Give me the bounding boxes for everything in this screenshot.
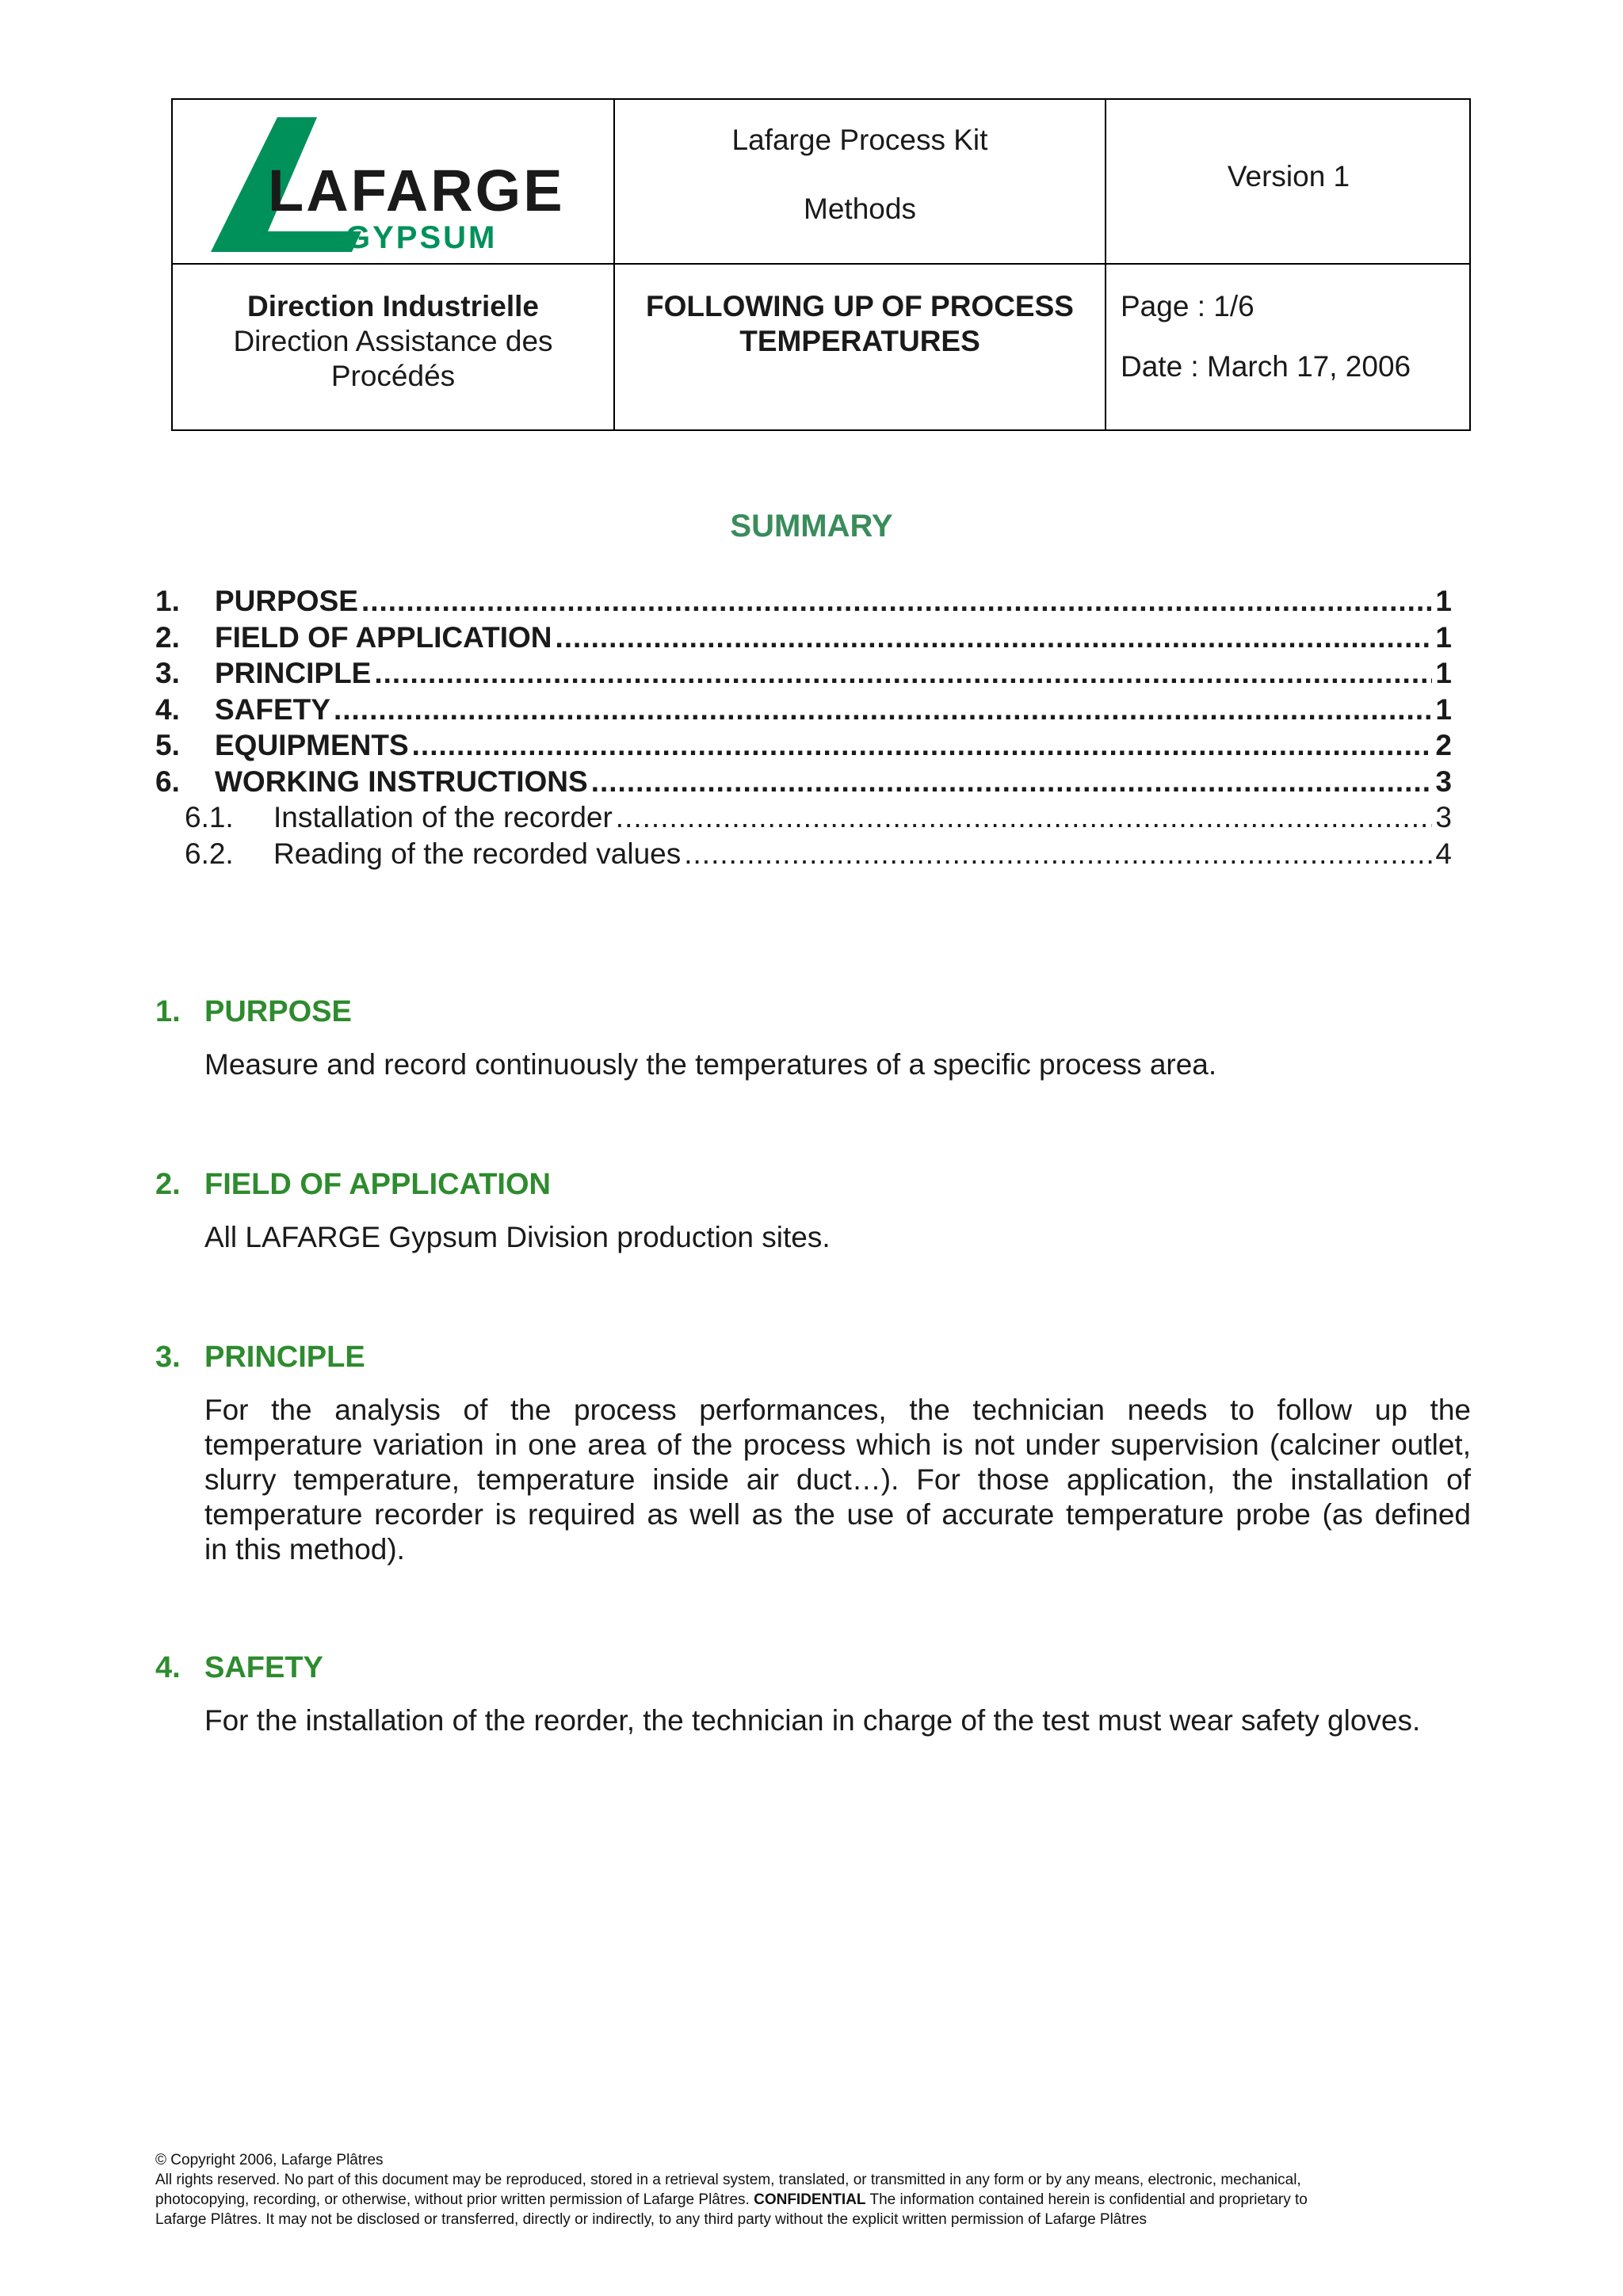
- toc-number: 2.: [155, 620, 180, 654]
- toc-page: 3: [1435, 801, 1452, 833]
- toc-title: FIELD OF APPLICATION: [215, 620, 552, 654]
- footer-copyright: © Copyright 2006, Lafarge Plâtres: [155, 2152, 384, 2168]
- toc-number: 3.: [155, 657, 180, 689]
- toc-leader: [374, 657, 1432, 690]
- section-title: SAFETY: [204, 1651, 323, 1684]
- footer-line: Lafarge Plâtres. It may not be disclosed or transferred, directly or indirectly, to any third party without the explicit written permission of Lafarge Plâtres: [155, 2211, 1148, 2228]
- section-heading-purpose: [155, 995, 352, 1029]
- section-title: PRINCIPLE: [204, 1341, 365, 1374]
- footer-line: [155, 2190, 1471, 2210]
- toc-number: 6.2.: [185, 837, 234, 870]
- section-text-purpose: Measure and record continuously the temperatures of a specific process area.: [204, 1048, 1217, 1081]
- toc-entry[interactable]: [155, 621, 1452, 658]
- svg-text:GYPSUM: GYPSUM: [346, 220, 498, 252]
- toc-page: 1: [1435, 585, 1452, 617]
- section-heading-field-of-application: [155, 1168, 551, 1202]
- toc-entry[interactable]: [155, 657, 1452, 693]
- toc-number: 6.1.: [185, 801, 234, 833]
- toc-leader: [412, 729, 1433, 762]
- paragraph-line: slurry temperature, temperature inside air duct…). For those application, the installation of: [204, 1463, 1471, 1496]
- toc-entry[interactable]: [155, 729, 1452, 765]
- toc-leader: [555, 621, 1432, 654]
- section-text-safety: For the installation of the reorder, the technician in charge of the test must wear safety gloves.: [204, 1704, 1421, 1737]
- paragraph-line: in this method).: [204, 1533, 405, 1566]
- toc-entry[interactable]: [155, 765, 1452, 802]
- department-line: Direction Assistance des: [233, 325, 553, 357]
- document-title: TEMPERATURES: [739, 325, 980, 357]
- section-text-principle: [204, 1393, 1471, 1567]
- toc-title: Installation of the recorder: [273, 801, 613, 833]
- paragraph-line: temperature recorder is required as well as the use of accurate temperature probe (as defined: [204, 1498, 1471, 1531]
- toc-number: 6.: [155, 765, 180, 798]
- toc-title: SAFETY: [215, 692, 330, 726]
- toc-leader: [361, 585, 1432, 618]
- confidential-label: CONFIDENTIAL: [754, 2191, 866, 2208]
- toc-title: WORKING INSTRUCTIONS: [215, 765, 588, 798]
- svg-text:LAFARGE: LAFARGE: [268, 158, 565, 223]
- header-divider: [1105, 100, 1106, 429]
- toc-leader: [616, 801, 1433, 834]
- paragraph-line: For the analysis of the process performances, the technician needs to follow up the: [204, 1394, 1471, 1426]
- toc-title: PRINCIPLE: [215, 657, 372, 689]
- toc-page: 1: [1435, 692, 1452, 726]
- toc-leader: [591, 765, 1433, 799]
- toc-number: 5.: [155, 729, 180, 761]
- section-heading-principle: [155, 1341, 365, 1375]
- footer-text: The information contained herein is confidential and proprietary to: [869, 2191, 1308, 2208]
- section-text-field-of-application: All LAFARGE Gypsum Division production sites.: [204, 1221, 831, 1253]
- toc-page: 3: [1435, 765, 1452, 798]
- toc-page: 1: [1435, 620, 1452, 654]
- summary-title: SUMMARY: [730, 509, 893, 543]
- toc-number: 1.: [155, 585, 180, 617]
- table-of-contents: [155, 585, 1452, 873]
- toc-page: 4: [1435, 837, 1452, 870]
- document-date: Date : March 17, 2006: [1121, 350, 1411, 383]
- footer-legal: [155, 2150, 1471, 2229]
- footer-text: photocopying, recording, or otherwise, without prior written permission of Lafarge Plâtres.: [155, 2191, 750, 2208]
- toc-title: PURPOSE: [215, 585, 358, 617]
- section-number: 3.: [155, 1341, 181, 1374]
- lafarge-gypsum-logo: [195, 113, 607, 252]
- document-title: FOLLOWING UP OF PROCESS: [646, 290, 1074, 322]
- toc-leader: [684, 837, 1432, 871]
- footer-line: All rights reserved. No part of this document may be reproduced, stored in a retrieval system, translated, or transmitted in any form or by any means, electronic, mechanical,: [155, 2172, 1301, 2188]
- version-label: Version 1: [1227, 160, 1350, 193]
- toc-subentry[interactable]: [155, 801, 1452, 837]
- toc-subentry[interactable]: [155, 837, 1452, 874]
- toc-page: 2: [1435, 729, 1452, 761]
- kit-subtitle: Methods: [804, 193, 916, 225]
- header-divider: [173, 263, 1469, 265]
- paragraph-line: temperature variation in one area of the process which is not under supervision (calciner outlet,: [204, 1428, 1471, 1461]
- toc-entry[interactable]: [155, 585, 1452, 621]
- toc-title: EQUIPMENTS: [215, 729, 409, 761]
- lafarge-logo-icon: [195, 113, 607, 252]
- section-number: 4.: [155, 1651, 181, 1684]
- header-table: [171, 98, 1471, 431]
- toc-entry[interactable]: [155, 693, 1452, 730]
- section-title: PURPOSE: [204, 995, 352, 1028]
- section-number: 1.: [155, 995, 181, 1028]
- page-number: Page : 1/6: [1121, 290, 1254, 322]
- toc-number: 4.: [155, 692, 180, 726]
- section-title: FIELD OF APPLICATION: [204, 1168, 551, 1201]
- department-name: Direction Industrielle: [246, 290, 539, 322]
- toc-title: Reading of the recorded values: [273, 837, 682, 870]
- toc-page: 1: [1435, 657, 1452, 689]
- section-number: 2.: [155, 1168, 181, 1201]
- section-heading-safety: [155, 1651, 323, 1685]
- department-line: Procédés: [330, 360, 456, 392]
- toc-leader: [334, 693, 1432, 727]
- kit-title: Lafarge Process Kit: [731, 124, 988, 156]
